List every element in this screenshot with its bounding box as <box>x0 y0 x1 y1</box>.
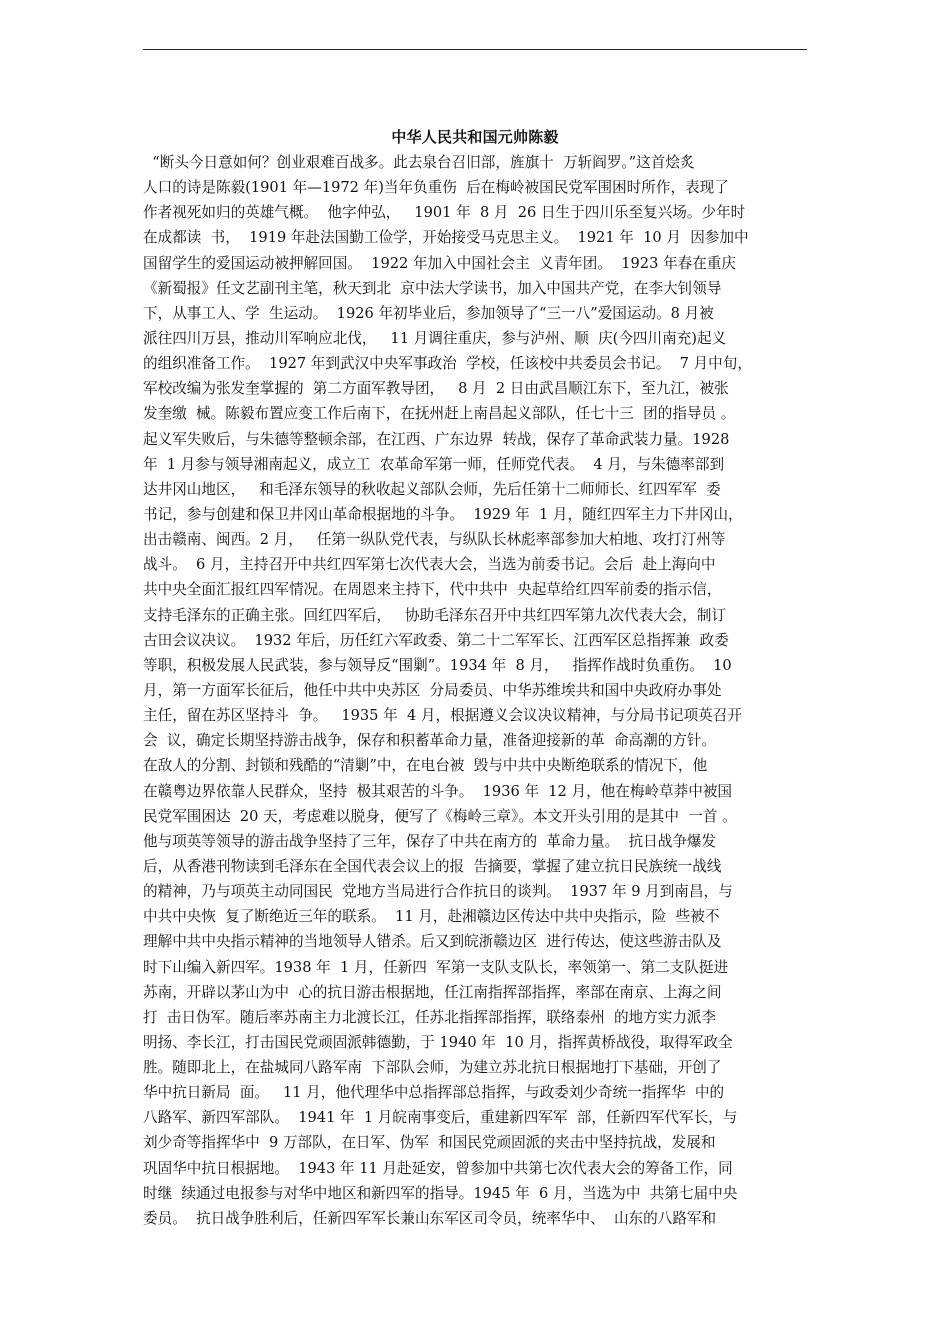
body-line: 年 1 月参与领导湘南起义，成立工 农革命军第一师，任师党代表。 4 月，与朱德率部到 <box>143 455 725 473</box>
body-line: 达井冈山地区， 和毛泽东领导的秋收起义部队会师，先后任第十二师师长、红四军军 委 <box>143 480 721 498</box>
body-line: 刘少奇等指挥华中 9 万部队，在日军、伪军 和国民党顽固派的夹击中坚持抗战，发展和 <box>143 1134 716 1152</box>
body-line: 在赣粤边界依靠人民群众，坚持 极其艰苦的斗争。 1936 年 12 月，他在梅岭草莽中被国 <box>143 782 733 800</box>
body-line: 《新蜀报》任文艺副刊主笔，秋天到北 京中法大学读书，加入中国共产党，在李大钊领导 <box>143 279 722 297</box>
body-line: 书记，参与创建和保卫井冈山革命根据地的斗争。 1929 年 1 月，随红四军主力下井冈山， <box>143 505 743 523</box>
body-line: “断头今日意如何？创业艰难百战多。此去泉台召旧部，旌旗十 万斩阎罗。”这首烩炙 <box>143 154 695 171</box>
body-line: 理解中共中央指示精神的当地领导人错杀。后又到皖浙赣边区 进行传达，使这些游击队及 <box>143 933 722 951</box>
body-line: 民党军围困达 20 天，考虑难以脱身，便写了《梅岭三章》。本文开头引用的是其中 一首 。 <box>143 807 737 825</box>
body-line: 八路军、新四军部队。 1941 年 1 月皖南事变后，重建新四军军 部，任新四军代军长，与 <box>143 1109 738 1127</box>
body-line: 的组织准备工作。 1927 年到武汉中央军事政治 学校，任该校中共委员会书记。 7 月中旬， <box>143 355 752 373</box>
body-line: 在敌人的分割、封锁和残酷的“清剿”中，在电台被 毁与中共中央断绝联系的情况下，他 <box>143 757 708 775</box>
article-body <box>143 150 833 1231</box>
body-line: 他与项英等领导的游击战争坚持了三年，保存了中共在南方的 革命力量。 抗日战争爆发 <box>143 832 717 850</box>
body-line: 时下山编入新四军。1938 年 1 月，任新四 军第一支队支队长，率领第一、第二支队挺进 <box>143 958 729 976</box>
body-line: 委员。 抗日战争胜利后，任新四军军长兼山东军区司令员，统率华中、 山东的八路军和 <box>143 1209 717 1227</box>
body-line: 共中央全面汇报红四军情况。在周恩来主持下，代中共中 央起草给红四军前委的指示信， <box>143 581 722 599</box>
body-line: 下，从事工人、学 生运动。 1926 年初毕业后，参加领导了“三一八”爱国运动。8 月被 <box>143 304 714 322</box>
body-line: 支持毛泽东的正确主张。回红四军后， 协助毛泽东召开中共红四军第九次代表大会，制订 <box>143 606 727 624</box>
body-line: 打 击日伪军。随后率苏南主力北渡长江，任苏北指挥部指挥，联络泰州 的地方实力派李 <box>143 1008 717 1026</box>
body-line: 胜。随即北上，在盐城同八路军南 下部队会师，为建立苏北抗日根据地打下基础，开创了 <box>143 1059 722 1077</box>
body-line: 明扬、李长江，打击国民党顽固派韩德勤，于 1940 年 10 月，指挥黄桥战役，取得军政全 <box>143 1033 733 1051</box>
body-line: 后，从香港刊物读到毛泽东在全国代表会议上的报 告摘要，掌握了建立抗日民族统一战线 <box>143 857 722 875</box>
body-line: 作者视死如归的英雄气概。 他字仲弘， 1901 年 8 月 26 日生于四川乐至复兴场。少年时 <box>143 204 746 222</box>
body-line: 的精神，乃与项英主动同国民 党地方当局进行合作抗日的谈判。 1937 年 9 月到南昌，与 <box>143 883 733 901</box>
body-line: 军校改编为张发奎掌握的 第二方面军教导团， 8 月 2 日由武昌顺江东下，至九江，被张 <box>143 380 729 398</box>
body-line: 时继 续通过电报参与对华中地区和新四军的指导。1945 年 6 月，当选为中 共第七届中央 <box>143 1184 738 1202</box>
body-line: 国留学生的爱国运动被押解回国。 1922 年加入中国社会主 义青年团。 1923 年春在重庆 <box>143 254 736 272</box>
page-title: 中华人民共和国元帅陈毅 <box>391 128 559 146</box>
body-line: 会 议，确定长期坚持游击战争，保存和积蓄革命力量，准备迎接新的革 命高潮的方针。 <box>143 732 717 750</box>
body-line: 苏南，开辟以茅山为中 心的抗日游击根据地，任江南指挥部指挥，率部在南京、上海之间 <box>143 983 722 1001</box>
body-line: 派往四川万县，推动川军响应北伐， 11 月调往重庆，参与泸州、顺 庆(今四川南充)起义 <box>143 329 727 347</box>
body-line: 起义军失败后，与朱德等整顿余部，在江西、广东边界 转战，保存了革命武装力量。1928 <box>143 430 730 448</box>
body-line: 等职，积极发展人民武装，参与领导反“围剿”。1934 年 8 月， 指挥作战时负重伤。 10 <box>143 656 732 674</box>
body-line: 主任，留在苏区坚持斗 争。 1935 年 4 月，根据遵义会议决议精神，与分局书记项英召开 <box>143 707 742 725</box>
body-line: 发奎缴 械。陈毅布置应变工作后南下，在抚州赶上南昌起义部队，任七十三 团的指导员 。 <box>143 405 736 423</box>
body-line: 华中抗日新局 面。 11 月，他代理华中总指挥部总指挥，与政委刘少奇统一指挥华 中的 <box>143 1084 725 1102</box>
body-line: 出击赣南、闽西。2 月， 任第一纵队党代表，与纵队长林彪率部参加大柏地、攻打汀州等 <box>143 531 726 549</box>
body-line: 古田会议决议。 1932 年后，历任红六军政委、第二十二军军长、江西军区总指挥兼 政委 <box>143 631 729 649</box>
header-rule <box>143 49 807 50</box>
body-line: 战斗。 6 月，主持召开中共红四军第七次代表大会，当选为前委书记。会后 赴上海向中 <box>143 556 716 574</box>
body-line: 月，第一方面军长征后，他任中共中央苏区 分局委员、中华苏维埃共和国中央政府办事处 <box>143 681 722 699</box>
body-line: 人口的诗是陈毅(1901 年—1972 年)当年负重伤 后在梅岭被国民党军围困时所作，表现了 <box>143 179 729 197</box>
body-line: 中共中央恢 复了断绝近三年的联系。 11 月，赴湘赣边区传达中共中央指示，险 些被不 <box>143 908 720 926</box>
body-line: 在成都读 书， 1919 年赴法国勤工俭学，开始接受马克思主义。 1921 年 10 月 因参加中 <box>143 229 749 247</box>
body-line: 巩固华中抗日根据地。 1943 年 11 月赴延安，曾参加中共第七次代表大会的筹备工作，同 <box>143 1159 733 1177</box>
